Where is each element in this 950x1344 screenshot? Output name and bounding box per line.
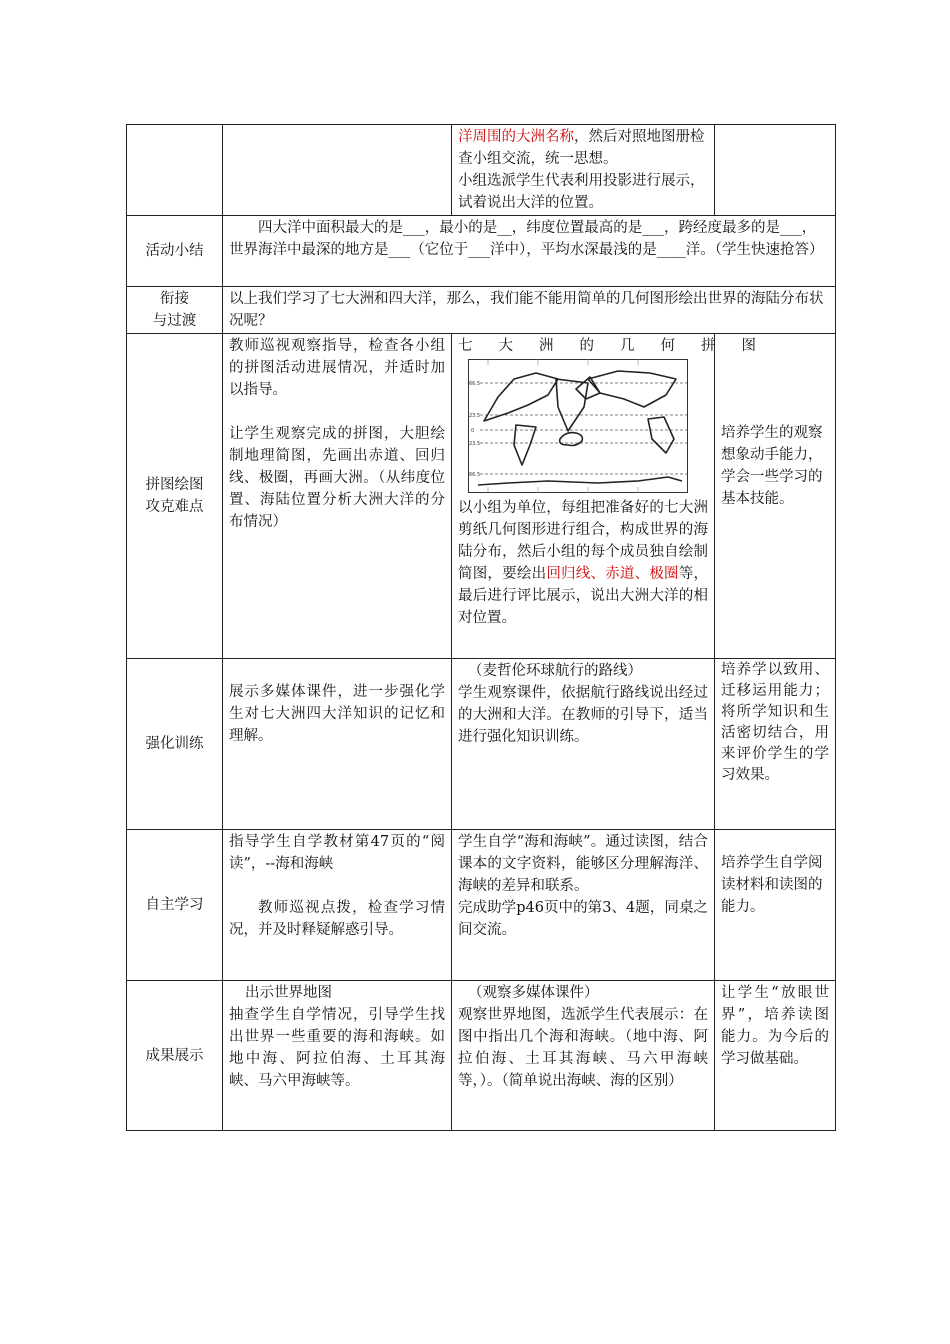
- student-cell: [452, 125, 715, 216]
- stage-cell: 强化训练: [127, 659, 223, 830]
- body-text: 观察世界地图，选派学生代表展示：在图中指出几个海和海峡。（地中海、阿拉伯海、土耳其海峡、马六甲海峡等，）。（简单说出海峡、海的区别）: [458, 1007, 708, 1089]
- student-cell: [452, 659, 715, 830]
- lesson-plan-table: [126, 124, 836, 1131]
- body-text: 教师巡视观察指导，检查各小组的拼图活动进展情况，并适时加以指导。: [229, 338, 445, 398]
- table-row: [127, 334, 836, 659]
- student-cell: [452, 981, 715, 1131]
- teacher-cell: 展示多媒体课件，进一步强化学生对七大洲四大洋知识的记忆和理解。: [223, 659, 452, 830]
- highlight-text: 洋周围的大洲名称: [458, 129, 574, 145]
- body-text: 学生观察课件，依据航行路线说出经过的大洲和大洋。在教师的引导下，适当进行强化知识训练。: [458, 685, 708, 745]
- body-text: 指导学生自学教材第47页的“阅读”，--海和海峡: [229, 834, 445, 872]
- stage-line: 与过渡: [152, 313, 197, 329]
- table-row: [127, 830, 836, 981]
- lat-label: 23.5: [469, 413, 481, 419]
- table-row: [127, 216, 836, 287]
- purpose-cell: 让学生“放眼世界”，培养读图能力。为今后的学习做基础。: [715, 981, 836, 1131]
- student-heading: （观察多媒体课件）: [468, 985, 599, 1001]
- teacher-cell: [223, 830, 452, 981]
- body-text: 教师巡视点拨，检查学习情况，并及时释疑解惑引导。: [229, 900, 445, 938]
- student-cell: [452, 830, 715, 981]
- lat-label: 0: [471, 428, 475, 434]
- stage-cell: [127, 125, 223, 216]
- summary-cell: 四大洋中面积最大的是___，最小的是__，纬度位置最高的是___，跨经度最多的是___，世界海洋中最深的地方是___（它位于___洋中），平均水深最浅的是____洋。（学生快速抢答）: [223, 216, 836, 287]
- teacher-cell: [223, 334, 452, 659]
- body-text: 让学生观察完成的拼图，大胆绘制地理简图，先画出赤道、回归线、极圈，再画大洲。（从纬度位置、海陆位置分析大洲大洋的分布情况）: [229, 426, 445, 530]
- stage-cell: [127, 287, 223, 334]
- body-text: 抽查学生自学情况，引导学生找出世界一些重要的海和海峡。如地中海、阿拉伯海、土耳其海峡、马六甲海峡等。: [229, 1007, 445, 1089]
- stage-line: 攻克难点: [145, 499, 204, 515]
- teacher-cell: [223, 125, 452, 216]
- table-row: [127, 125, 836, 216]
- stage-line: 衔接: [160, 291, 189, 307]
- lat-label: 66.5: [469, 472, 481, 478]
- body-text: 等，最后进行评比展示，说出大洲大洋的相对位置。: [458, 566, 708, 626]
- continent-puzzle-map: [468, 359, 688, 493]
- body-text: ，然后对照地图册检查小组交流，统一思想。: [458, 129, 705, 167]
- table-row: [127, 659, 836, 830]
- stage-cell: 活动小结: [127, 216, 223, 287]
- lat-label: 66.5: [469, 381, 481, 387]
- highlight-text: 回归线、赤道、极圈: [546, 566, 679, 582]
- purpose-cell: 培养学生自学阅读材料和读图的能力。: [715, 830, 836, 981]
- body-text: 学生自学“海和海峡”。通过读图，结合课本的文字资料，能够区分理解海洋、海峡的差异和联系。: [458, 834, 708, 894]
- stage-cell: [127, 334, 223, 659]
- purpose-cell: 培养学以致用、迁移运用能力；将所学知识和生活密切结合，用来评价学生的学习效果。: [715, 659, 836, 830]
- table-row: [127, 287, 836, 334]
- table-row: [127, 981, 836, 1131]
- stage-cell: 自主学习: [127, 830, 223, 981]
- purpose-cell: 培养学生的观察想象动手能力，学会一些学习的基本技能。: [715, 334, 836, 659]
- stage-line: 拼图绘图: [145, 477, 204, 493]
- body-text: 完成助学p46页中的第3、4题，同桌之间交流。: [458, 900, 708, 938]
- teacher-heading: 出示世界地图: [245, 985, 332, 1001]
- purpose-cell: [715, 125, 836, 216]
- body-text: 以小组为单位，每组把准备好的七大洲剪纸几何图形进行组合，构成世界的海陆分布，然后小组的每个成员独自绘制简图，要绘出: [458, 500, 708, 582]
- map-title: 七大洲的几何拼图: [458, 338, 782, 354]
- teacher-cell: [223, 981, 452, 1131]
- student-heading: （麦哲伦环球航行的路线）: [468, 663, 642, 679]
- lat-label: 23.5: [469, 441, 481, 447]
- body-text: 小组选派学生代表利用投影进行展示，试着说出大洋的位置。: [458, 173, 705, 211]
- stage-cell: 成果展示: [127, 981, 223, 1131]
- summary-cell: 以上我们学习了七大洲和四大洋，那么，我们能不能用简单的几何图形绘出世界的海陆分布状况呢？: [223, 287, 836, 334]
